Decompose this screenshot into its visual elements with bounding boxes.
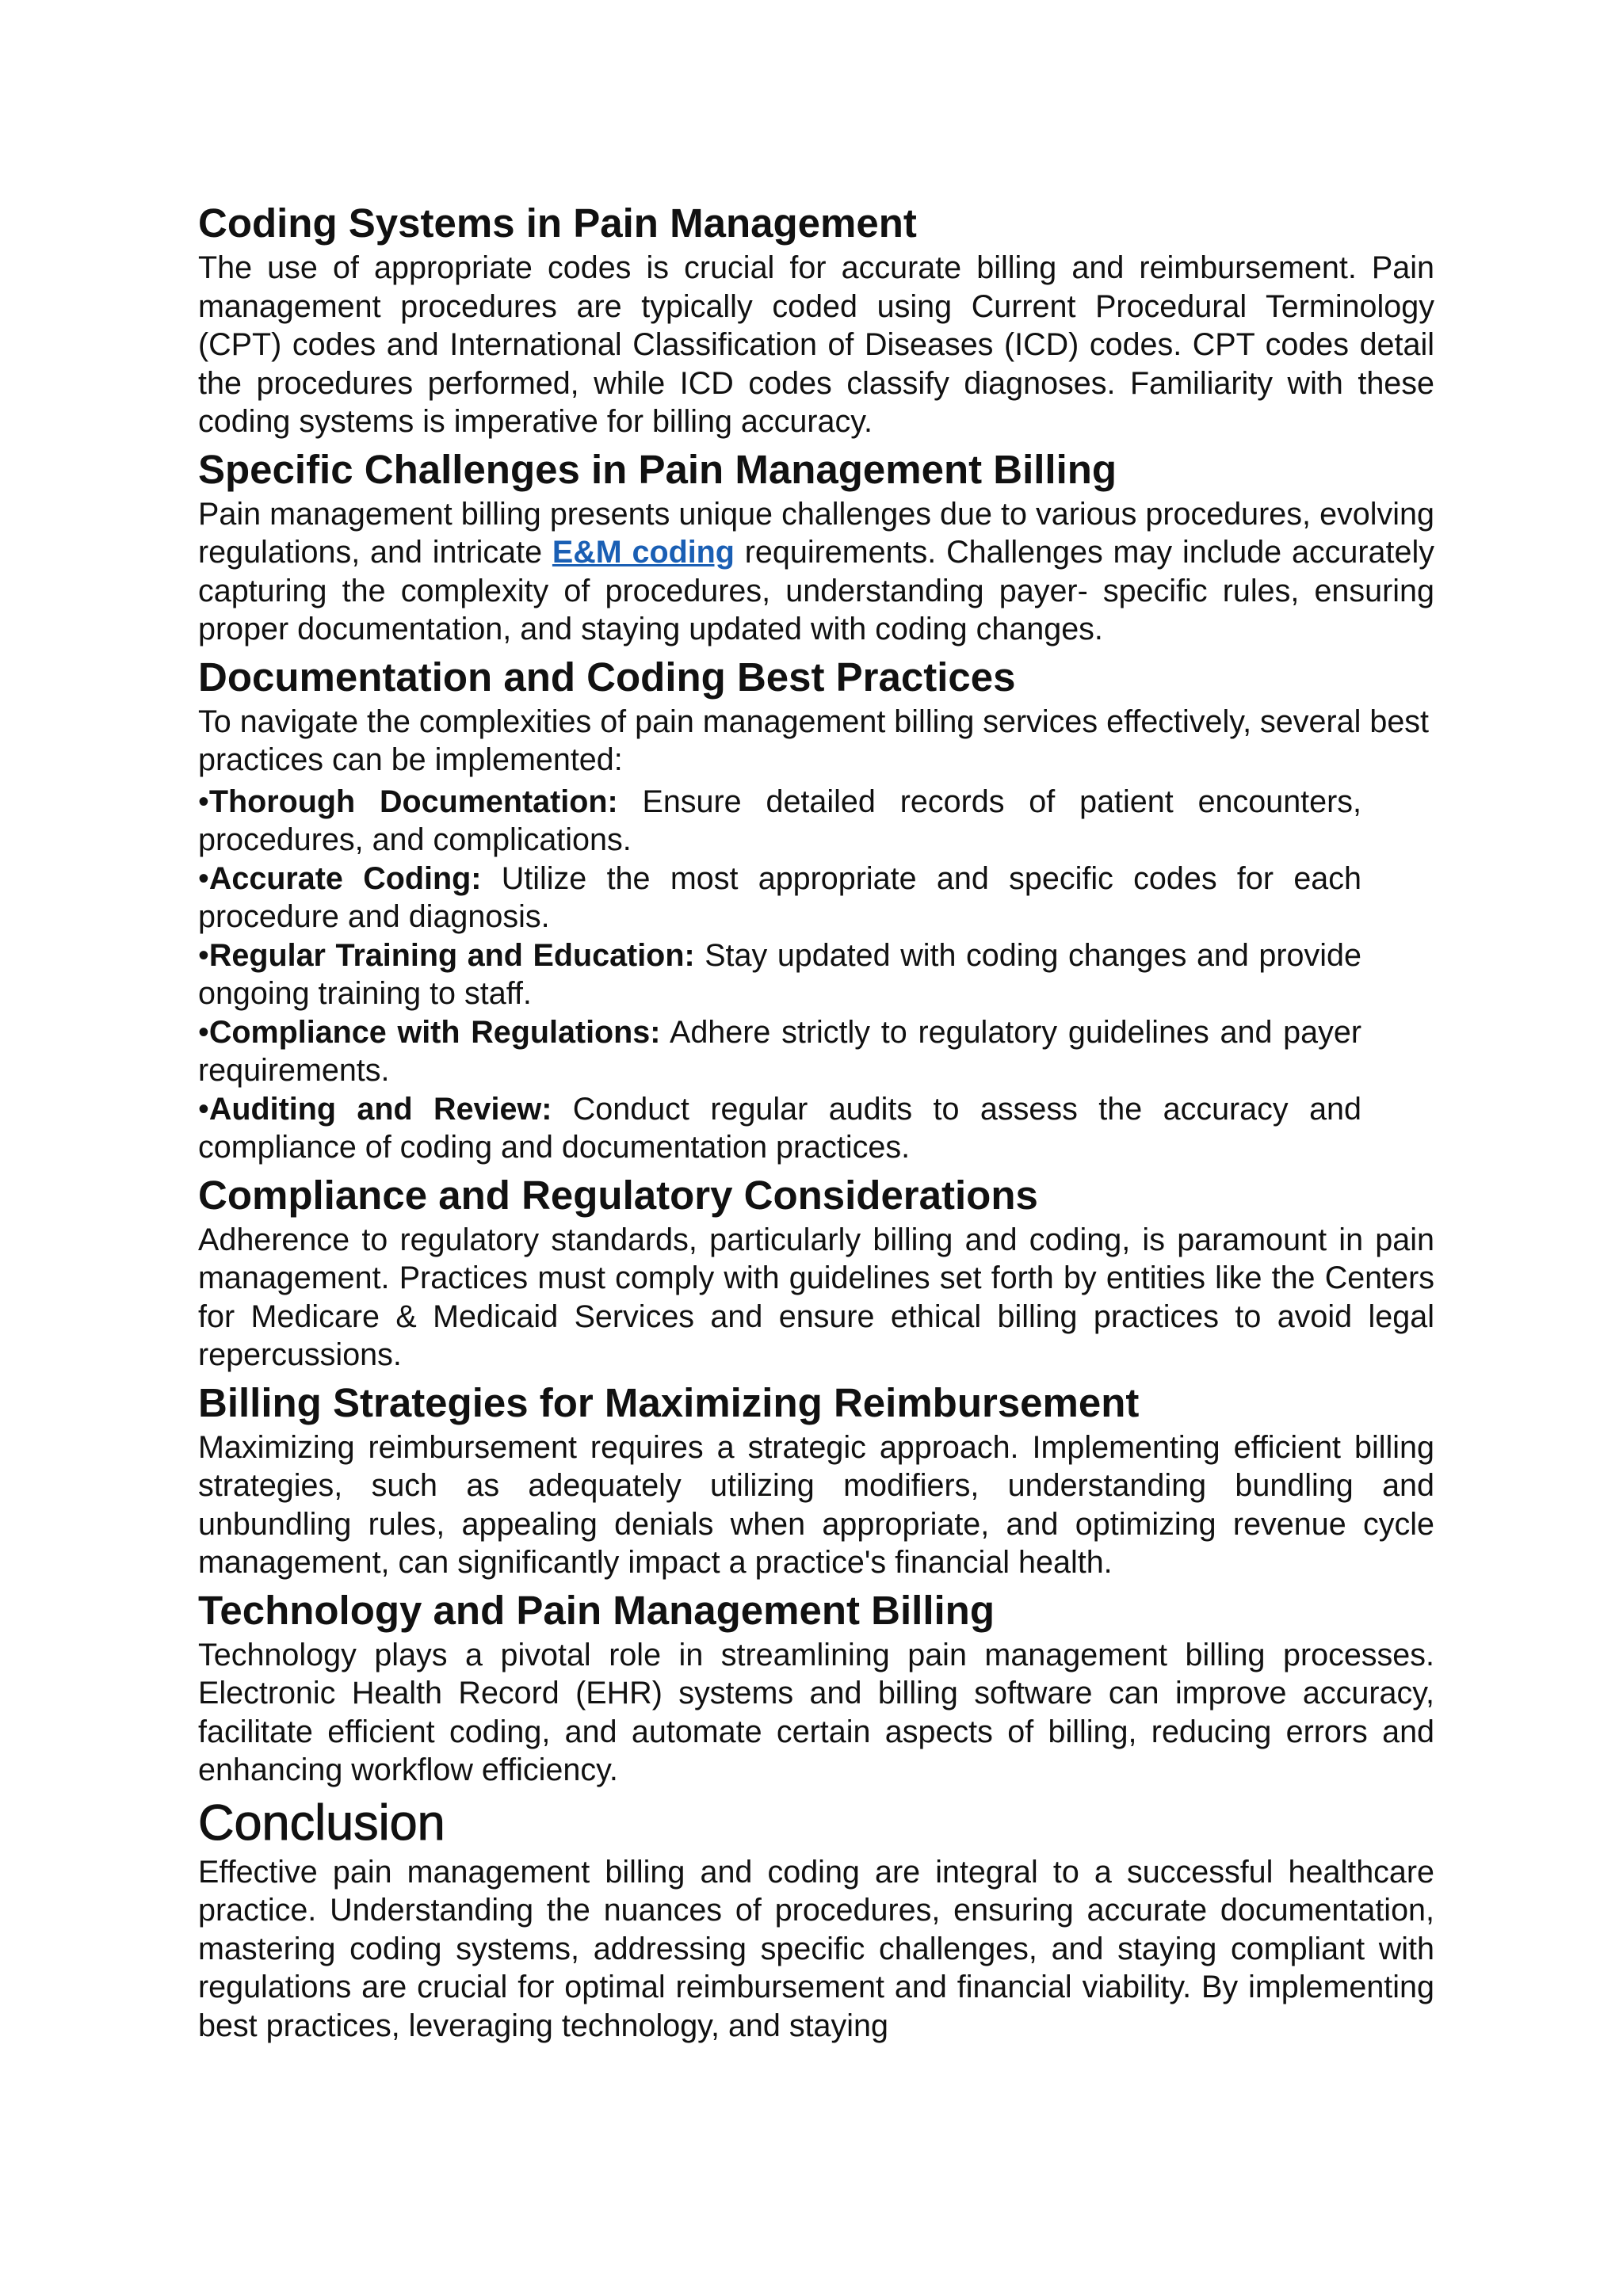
list-item [198,783,1361,860]
paragraph-billing-strategies: Maximizing reimbursement requires a strategic approach. Implementing efficient billing strategies, such as adequately utilizing modifiers, understanding bundling and unbundling rules, appealing denials when appropriate, and optimizing revenue cycle management, can significantly impact a practice's financial health. [198,1429,1434,1580]
list-item-term: Auditing and Review: [208,1091,552,1127]
heading-best-practices: Documentation and Coding Best Practices [198,654,1016,700]
bullet-glyph: • [198,1014,209,1050]
paragraph-compliance: Adherence to regulatory standards, particularly billing and coding, is paramount in pain management. Practices must comply with guidelines set forth by entities like the Centers for Medicare & Medicaid Services and ensure ethical billing practices to avoid legal repercussions. [198,1222,1434,1372]
paragraph-text: Pain management billing presents unique challenges due to various procedures, evolving regulations, and intricate [198,496,1434,570]
bullet-glyph: • [198,1091,209,1127]
paragraph-text: requirements. Challenges may include accurately capturing the complexity of procedures, understanding payer- specific rules, ensuring proper documentation, and staying updated with coding changes. [198,535,1434,646]
list-item-text: Stay updated with coding changes and provide ongoing training to staff. [198,937,1361,1011]
em-coding-link[interactable]: E&M coding [552,535,735,570]
list-item-term: Accurate Coding: [208,860,482,896]
list-item [198,936,1361,1013]
list-item-term: Compliance with Regulations: [208,1014,661,1050]
heading-conclusion: Conclusion [198,1794,445,1851]
paragraph-specific-challenges [198,495,1434,649]
list-item-term: Regular Training and Education: [208,937,695,973]
list-item [198,860,1361,936]
heading-compliance: Compliance and Regulatory Considerations [198,1172,1038,1218]
paragraph-conclusion: Effective pain management billing and coding are integral to a successful healthcare practice. Understanding the nuances of procedures, ensuring accurate documentation, mastering coding systems, addressing specific challenges, and staying compliant with regulations are crucial for optimal reimbursement and financial viability. By implementing best practices, leveraging technology, and staying [198,1854,1434,2043]
heading-technology: Technology and Pain Management Billing [198,1587,995,1633]
heading-billing-strategies: Billing Strategies for Maximizing Reimbursement [198,1379,1140,1425]
heading-specific-challenges: Specific Challenges in Pain Management Billing [198,446,1117,492]
bullet-glyph: • [198,784,209,819]
paragraph-best-practices-intro: To navigate the complexities of pain management billing services effectively, several best practices can be implemented: [198,704,1430,777]
paragraph-coding-systems: The use of appropriate codes is crucial for accurate billing and reimbursement. Pain management procedures are typically coded using Current Procedural Terminology (CPT) codes and International Classification of Diseases (ICD) codes. CPT codes detail the procedures performed, while ICD codes classify diagnoses. Familiarity with these coding systems is imperative for billing accuracy. [198,250,1434,439]
list-item-term: Thorough Documentation: [208,784,618,819]
bullet-glyph: • [198,860,209,896]
paragraph-technology: Technology plays a pivotal role in streamlining pain management billing processes. Electronic Health Record (EHR) systems and billing software can improve accuracy, facilitate efficient coding, and automate certain aspects of billing, reducing errors and enhancing workflow efficiency. [198,1637,1434,1787]
list-item-text: Utilize the most appropriate and specific codes for each procedure and diagnosis. [198,860,1361,934]
best-practices-list [198,783,1434,1167]
list-item-text: Conduct regular audits to assess the accuracy and compliance of coding and documentation practices. [198,1091,1361,1165]
list-item-text: Adhere strictly to regulatory guidelines and payer requirements. [198,1014,1361,1088]
list-item [198,1013,1361,1090]
bullet-glyph: • [198,937,209,973]
list-item-text: Ensure detailed records of patient encounters, procedures, and complications. [198,784,1361,857]
heading-coding-systems: Coding Systems in Pain Management [198,200,917,246]
document-page [198,198,1434,2048]
list-item [198,1090,1361,1167]
